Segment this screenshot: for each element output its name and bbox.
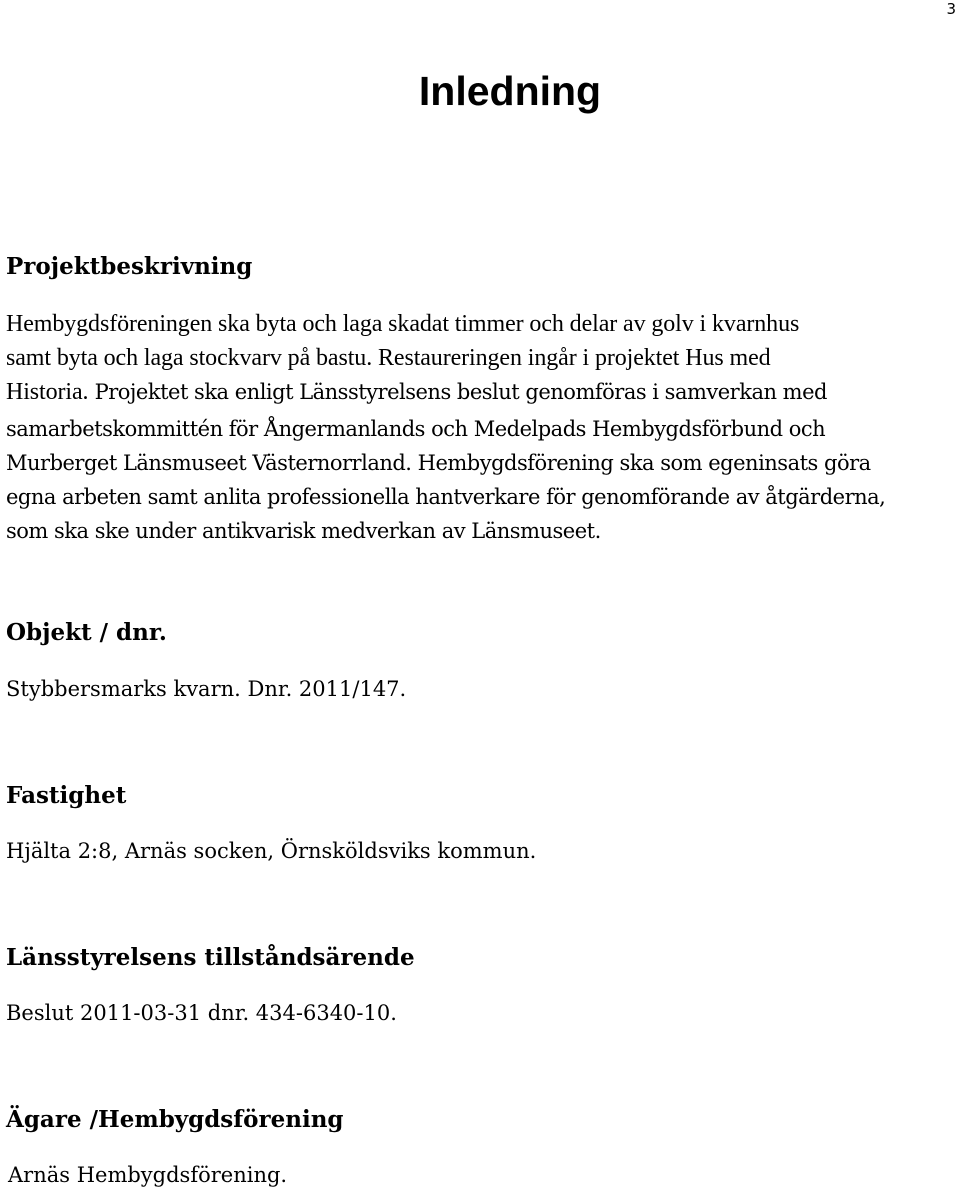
property-text: Hjälta 2:8, Arnäs socken, Örnsköldsviks kommun. — [6, 839, 537, 863]
paragraph-line: samt byta och laga stockvarv på bastu. Restaureringen ingår i projektet Hus med — [6, 345, 771, 371]
paragraph-line: som ska ske under antikvarisk medverkan av Länsmuseet. — [6, 519, 601, 543]
page-number: 3 — [946, 0, 956, 18]
section-heading-tillstandsarende: Länsstyrelsens tillståndsärende — [6, 944, 415, 971]
owner-text: Arnäs Hembygdsförening. — [8, 1163, 288, 1187]
section-heading-objekt: Objekt / dnr. — [6, 619, 167, 646]
object-text: Stybbersmarks kvarn. Dnr. 2011/147. — [6, 677, 407, 701]
project-description — [6, 307, 885, 548]
section-heading-projektbeskrivning: Projektbeskrivning — [6, 253, 253, 280]
paragraph-fragment: Historia. — [6, 379, 89, 405]
paragraph-line-mixed — [6, 375, 885, 412]
section-heading-fastighet: Fastighet — [6, 782, 127, 809]
paragraph-line: Hembygdsföreningen ska byta och laga skadat timmer och delar av golv i kvarnhus — [6, 311, 800, 337]
paragraph-line: egna arbeten samt anlita professionella hantverkare för genomförande av åtgärderna, — [6, 485, 886, 509]
section-heading-agare: Ägare /Hembygdsförening — [6, 1106, 344, 1133]
permit-text: Beslut 2011-03-31 dnr. 434-6340-10. — [6, 1001, 397, 1025]
paragraph-fragment: Projektet ska enligt Länsstyrelsens beslut genomföras i samverkan med — [88, 380, 827, 404]
paragraph-line: samarbetskommittén för Ångermanlands och Medelpads Hembygdsförbund och — [6, 417, 826, 441]
page-title: Inledning — [418, 68, 602, 114]
paragraph-line: Murberget Länsmuseet Västernorrland. Hembygdsförening ska som egeninsats göra — [6, 451, 871, 475]
